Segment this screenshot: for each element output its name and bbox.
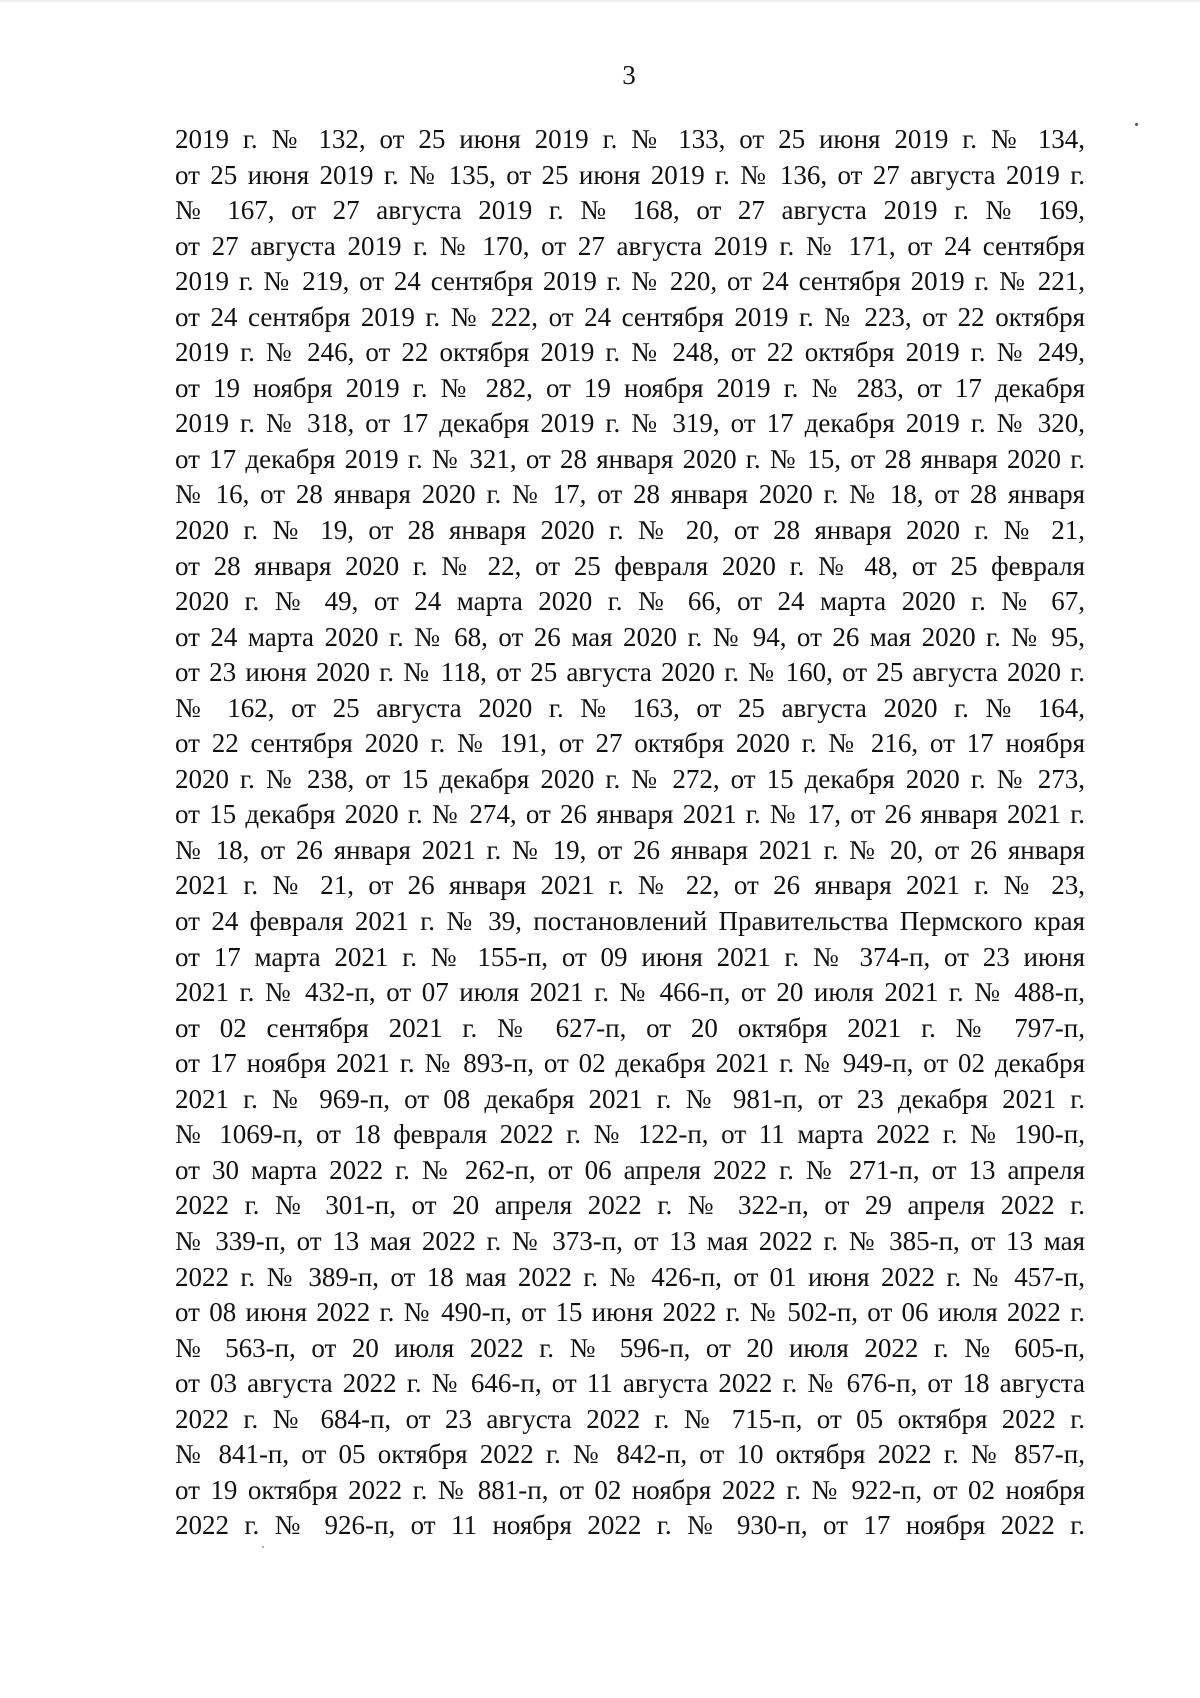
text-line: от 17 марта 2021 г. № 155-п, от 09 июня 2021 г. № 374-п, от 23 июня: [175, 941, 1085, 972]
text-line: от 23 июня 2020 г. № 118, от 25 августа 2020 г. № 160, от 25 августа 2020 г.: [175, 657, 1085, 688]
scan-edge: [0, 0, 1200, 3]
text-line: от 17 ноября 2021 г. № 893-п, от 02 декабря 2021 г. № 949-п, от 02 декабря: [175, 1048, 1085, 1079]
text-line: от 27 августа 2019 г. № 170, от 27 августа 2019 г. № 171, от 24 сентября: [175, 230, 1085, 261]
text-line: от 24 февраля 2021 г. № 39, постановлений Правительства Пермского края: [175, 906, 1085, 937]
text-line: от 22 сентября 2020 г. № 191, от 27 октября 2020 г. № 216, от 17 ноября: [175, 728, 1085, 759]
text-line: от 02 сентября 2021 г. № 627-п, от 20 октября 2021 г. № 797-п,: [175, 1012, 1085, 1043]
text-line: № 563-п, от 20 июля 2022 г. № 596-п, от 20 июля 2022 г. № 605-п,: [175, 1332, 1085, 1363]
text-line: от 17 декабря 2019 г. № 321, от 28 января 2020 г. № 15, от 28 января 2020 г.: [175, 443, 1085, 474]
text-line: от 24 марта 2020 г. № 68, от 26 мая 2020 г. № 94, от 26 мая 2020 г. № 95,: [175, 621, 1085, 652]
page-number: 3: [622, 60, 636, 90]
text-line: 2019 г. № 318, от 17 декабря 2019 г. № 319, от 17 декабря 2019 г. № 320,: [175, 408, 1085, 439]
text-line: 2022 г. № 926-п, от 11 ноября 2022 г. № 930-п, от 17 ноября 2022 г.: [175, 1510, 1085, 1541]
text-line: от 08 июня 2022 г. № 490-п, от 15 июня 2022 г. № 502-п, от 06 июля 2022 г.: [175, 1297, 1085, 1328]
text-line: 2019 г. № 219, от 24 сентября 2019 г. № 220, от 24 сентября 2019 г. № 221,: [175, 266, 1085, 297]
text-line: 2020 г. № 49, от 24 марта 2020 г. № 66, от 24 марта 2020 г. № 67,: [175, 586, 1085, 617]
text-line: от 03 августа 2022 г. № 646-п, от 11 августа 2022 г. № 676-п, от 18 августа: [175, 1368, 1085, 1399]
text-line: № 841-п, от 05 октября 2022 г. № 842-п, от 10 октября 2022 г. № 857-п,: [175, 1439, 1085, 1470]
text-line: от 15 декабря 2020 г. № 274, от 26 января 2021 г. № 17, от 26 января 2021 г.: [175, 799, 1085, 830]
text-line: 2020 г. № 19, от 28 января 2020 г. № 20, от 28 января 2020 г. № 21,: [175, 515, 1085, 546]
text-line: 2021 г. № 969-п, от 08 декабря 2021 г. № 981-п, от 23 декабря 2021 г.: [175, 1083, 1085, 1114]
text-line: 2022 г. № 389-п, от 18 мая 2022 г. № 426-п, от 01 июня 2022 г. № 457-п,: [175, 1261, 1085, 1292]
text-line: от 30 марта 2022 г. № 262-п, от 06 апреля 2022 г. № 271-п, от 13 апреля: [175, 1154, 1085, 1185]
text-line: № 16, от 28 января 2020 г. № 17, от 28 января 2020 г. № 18, от 28 января: [175, 479, 1085, 510]
text-line: от 19 ноября 2019 г. № 282, от 19 ноября 2019 г. № 283, от 17 декабря: [175, 372, 1085, 403]
text-line: 2022 г. № 301-п, от 20 апреля 2022 г. № 322-п, от 29 апреля 2022 г.: [175, 1190, 1085, 1221]
text-line: от 28 января 2020 г. № 22, от 25 февраля 2020 г. № 48, от 25 февраля: [175, 550, 1085, 581]
text-line: 2021 г. № 432-п, от 07 июля 2021 г. № 466-п, от 20 июля 2021 г. № 488-п,: [175, 977, 1085, 1008]
text-line: № 162, от 25 августа 2020 г. № 163, от 25 августа 2020 г. № 164,: [175, 692, 1085, 723]
body-text: [175, 122, 1085, 1544]
text-line: № 167, от 27 августа 2019 г. № 168, от 27 августа 2019 г. № 169,: [175, 195, 1085, 226]
scan-speck: [262, 1546, 264, 1548]
text-line: № 18, от 26 января 2021 г. № 19, от 26 января 2021 г. № 20, от 26 января: [175, 834, 1085, 865]
scan-speck: [1135, 123, 1138, 126]
text-line: № 1069-п, от 18 февраля 2022 г. № 122-п, от 11 марта 2022 г. № 190-п,: [175, 1119, 1085, 1150]
text-line: от 25 июня 2019 г. № 135, от 25 июня 2019 г. № 136, от 27 августа 2019 г.: [175, 159, 1085, 190]
text-line: 2021 г. № 21, от 26 января 2021 г. № 22, от 26 января 2021 г. № 23,: [175, 870, 1085, 901]
text-line: от 24 сентября 2019 г. № 222, от 24 сентября 2019 г. № 223, от 22 октября: [175, 301, 1085, 332]
text-line: 2019 г. № 132, от 25 июня 2019 г. № 133, от 25 июня 2019 г. № 134,: [175, 124, 1085, 154]
text-line: от 19 октября 2022 г. № 881-п, от 02 ноября 2022 г. № 922-п, от 02 ноября: [175, 1474, 1085, 1505]
text-line: 2020 г. № 238, от 15 декабря 2020 г. № 272, от 15 декабря 2020 г. № 273,: [175, 763, 1085, 794]
text-line: 2022 г. № 684-п, от 23 августа 2022 г. № 715-п, от 05 октября 2022 г.: [175, 1403, 1085, 1434]
text-line: № 339-п, от 13 мая 2022 г. № 373-п, от 13 мая 2022 г. № 385-п, от 13 мая: [175, 1225, 1085, 1256]
text-line: 2019 г. № 246, от 22 октября 2019 г. № 248, от 22 октября 2019 г. № 249,: [175, 337, 1085, 368]
